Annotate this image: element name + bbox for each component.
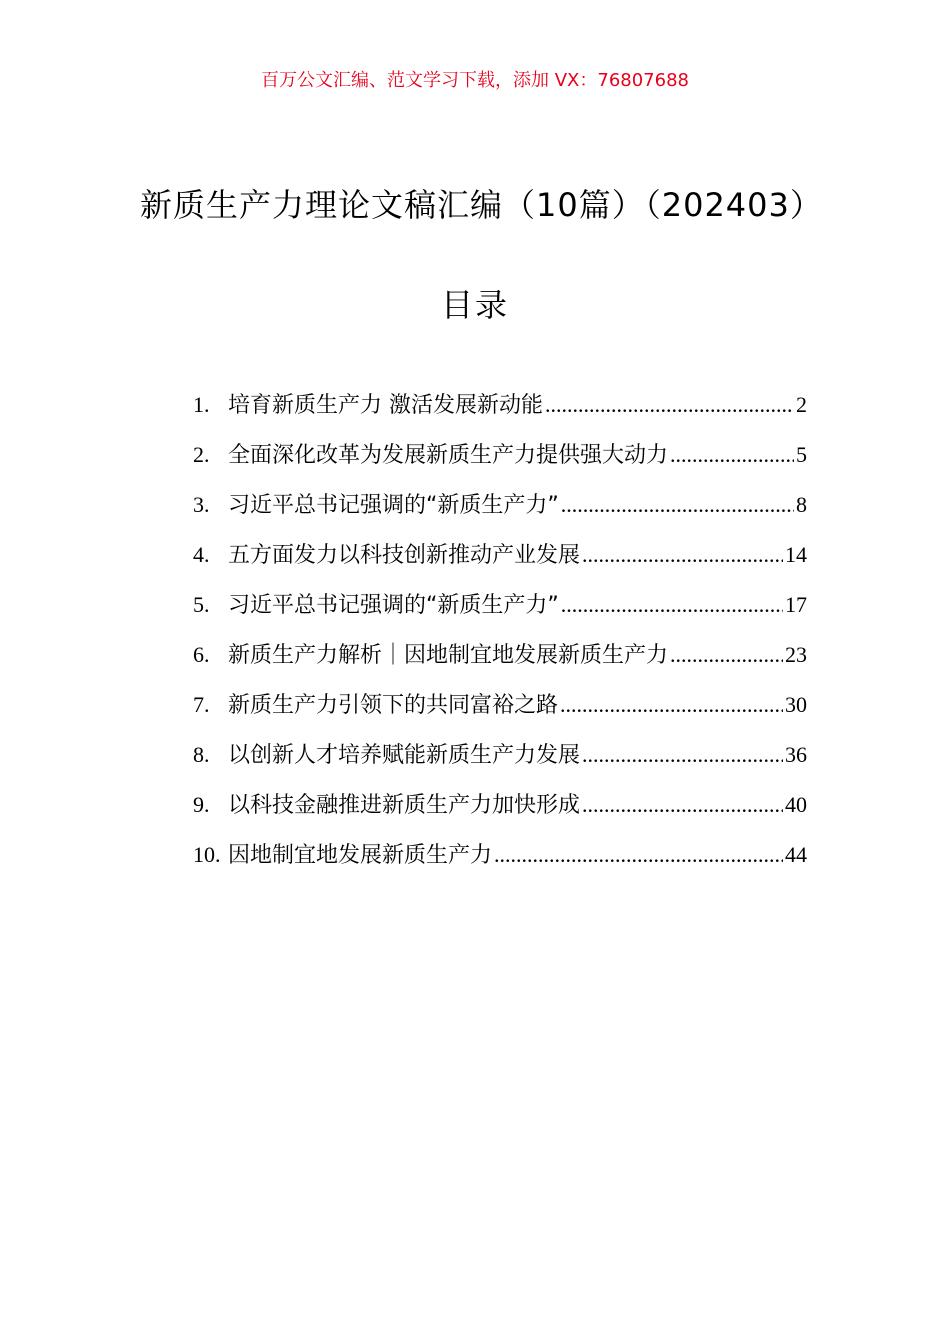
toc-entry-page: 8 [796,492,807,517]
toc-entry-title: 习近平总书记强调的“新质生产力” [228,593,559,618]
toc-entry-title: 习近平总书记强调的“新质生产力” [228,493,559,518]
toc-entry[interactable] [193,830,807,880]
toc-entry[interactable] [193,480,807,530]
header-note: 百万公文汇编、范文学习下载，添加 VX：76807688 [261,70,689,91]
toc-entry[interactable] [193,780,807,830]
toc-leader-dots [670,630,783,680]
toc-entry-number: 2. [193,442,210,467]
toc-leader-dots [582,530,783,580]
toc-entry-title: 培育新质生产力 激活发展新动能 [228,393,543,418]
toc-leader-dots [561,480,794,530]
toc-entry[interactable] [193,680,807,730]
toc-entry-page: 30 [785,692,807,717]
toc-entry-number: 9. [193,792,210,817]
toc-entry-title: 五方面发力以科技创新推动产业发展 [228,543,581,568]
toc-leader-dots [582,780,783,830]
toc-entry-title: 新质生产力引领下的共同富裕之路 [228,693,559,718]
toc-entry-number: 3. [193,492,210,517]
table-of-contents [193,380,807,880]
toc-entry-page: 2 [796,392,807,417]
toc-entry-page: 44 [785,842,807,867]
toc-heading: 目录 [440,286,509,324]
toc-leader-dots [670,430,794,480]
toc-entry[interactable] [193,430,807,480]
toc-entry-page: 14 [785,542,807,567]
toc-entry-title: 全面深化改革为发展新质生产力提供强大动力 [228,443,669,468]
toc-leader-dots [582,730,783,780]
toc-entry-number: 6. [193,642,210,667]
toc-entry-number: 8. [193,742,210,767]
toc-entry-page: 36 [785,742,807,767]
toc-entry[interactable] [193,630,807,680]
toc-entry-title: 新质生产力解析｜因地制宜地发展新质生产力 [228,643,669,668]
toc-entry-number: 1. [193,392,210,417]
toc-leader-dots [494,830,783,880]
toc-entry-number: 7. [193,692,210,717]
toc-entry-page: 5 [796,442,807,467]
toc-entry[interactable] [193,730,807,780]
toc-entry-title: 因地制宜地发展新质生产力 [228,843,493,868]
toc-entry-page: 23 [785,642,807,667]
toc-entry-title: 以科技金融推进新质生产力加快形成 [228,793,581,818]
toc-entry-number: 4. [193,542,210,567]
toc-entry[interactable] [193,380,807,430]
toc-entry-page: 17 [785,592,807,617]
toc-entry-number: 5. [193,592,210,617]
toc-leader-dots [545,380,794,430]
toc-entry-page: 40 [785,792,807,817]
toc-entry[interactable] [193,530,807,580]
document-title: 新质生产力理论文稿汇编（10篇）（202403） [140,186,823,224]
toc-entry[interactable] [193,580,807,630]
toc-entry-title: 以创新人才培养赋能新质生产力发展 [228,743,581,768]
toc-leader-dots [560,680,783,730]
toc-leader-dots [561,580,783,630]
toc-entry-number: 10. [193,842,221,867]
